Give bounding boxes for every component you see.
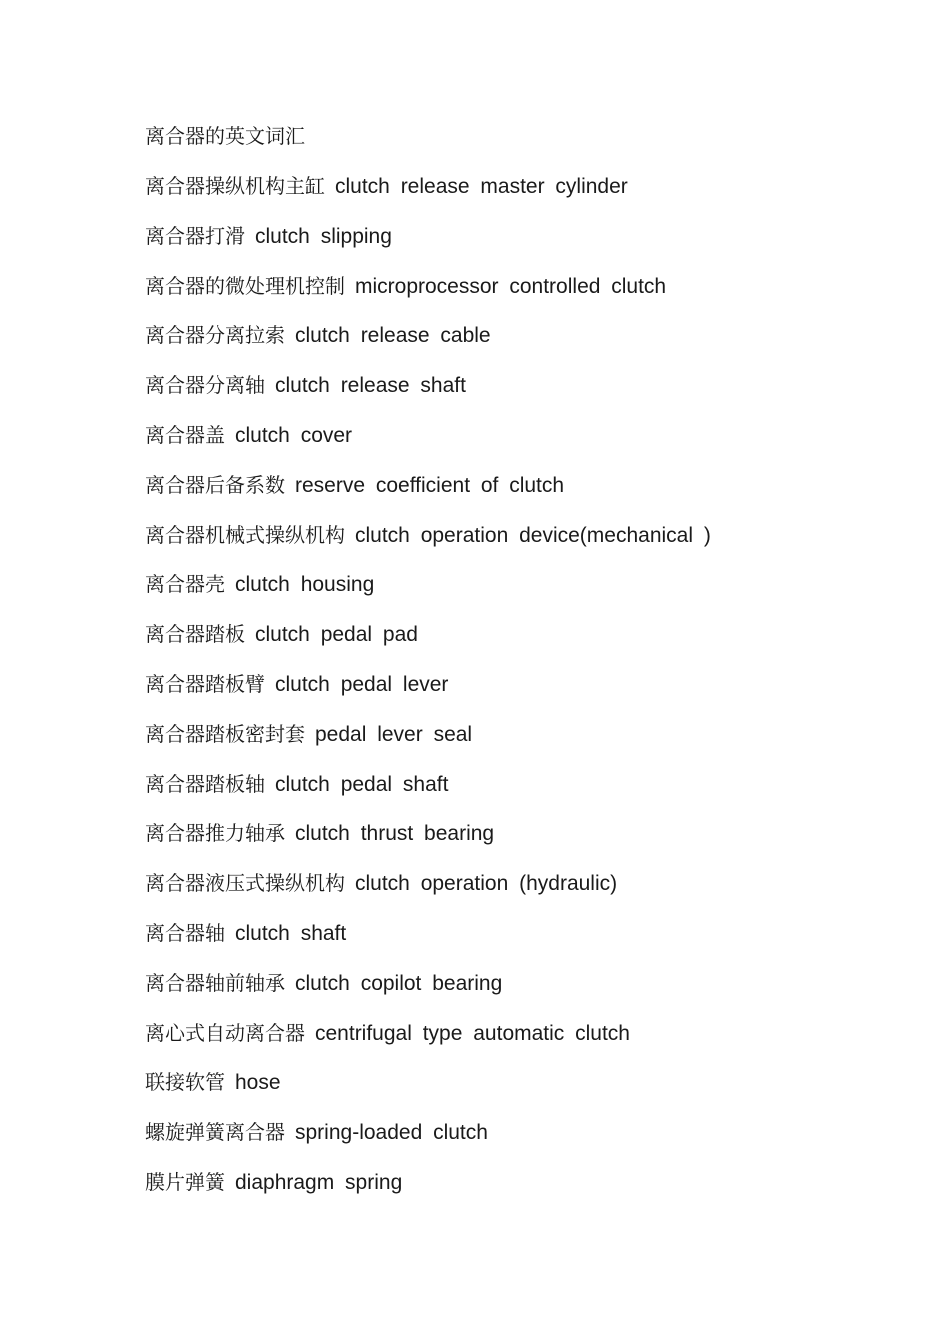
term-english: hose <box>235 1071 281 1095</box>
term-chinese: 离合器机械式操纵机构 <box>145 522 345 547</box>
term-row <box>145 421 711 471</box>
term-chinese: 离合器后备系数 <box>145 472 285 497</box>
term-english: clutch pedal lever <box>275 672 449 696</box>
term-english: clutch operation (hydraulic) <box>355 872 618 896</box>
term-chinese: 离合器液压式操纵机构 <box>145 871 345 896</box>
term-row <box>145 172 711 222</box>
term-english: clutch slipping <box>255 224 392 248</box>
term-row <box>145 969 711 1019</box>
term-english: clutch release cable <box>295 324 491 348</box>
document-title: 离合器的英文词汇 <box>145 124 305 148</box>
term-english: clutch operation device(mechanical ) <box>355 523 711 547</box>
term-row <box>145 670 711 720</box>
term-english: centrifugal type automatic clutch <box>315 1021 630 1045</box>
term-english: clutch release shaft <box>275 374 466 398</box>
term-english: pedal lever seal <box>315 722 473 746</box>
term-row <box>145 371 711 421</box>
term-row <box>145 620 711 670</box>
term-english: reserve coefficient of clutch <box>295 473 565 497</box>
term-english: spring-loaded clutch <box>295 1121 488 1145</box>
term-row <box>145 1168 711 1218</box>
term-chinese: 离合器分离轴 <box>145 373 265 398</box>
term-row <box>145 521 711 571</box>
term-chinese: 离合器推力轴承 <box>145 821 285 846</box>
term-chinese: 离合器踏板 <box>145 622 245 647</box>
term-chinese: 离合器操纵机构主缸 <box>145 174 325 198</box>
term-chinese: 膜片弹簧 <box>145 1169 225 1194</box>
term-english: clutch pedal pad <box>255 623 418 647</box>
term-row <box>145 919 711 969</box>
term-row <box>145 272 711 322</box>
term-row <box>145 1118 711 1168</box>
term-chinese: 离合器壳 <box>145 572 225 597</box>
term-chinese: 离合器轴 <box>145 920 225 945</box>
term-english: clutch release master cylinder <box>335 175 628 198</box>
term-row <box>145 770 711 820</box>
term-chinese: 离合器打滑 <box>145 223 245 248</box>
term-chinese: 离合器分离拉索 <box>145 323 285 348</box>
term-chinese: 螺旋弹簧离合器 <box>145 1120 285 1145</box>
term-row <box>145 1019 711 1069</box>
term-row <box>145 570 711 620</box>
term-chinese: 离合器踏板轴 <box>145 771 265 796</box>
term-english: clutch shaft <box>235 921 347 945</box>
term-row <box>145 222 711 272</box>
term-chinese: 联接软管 <box>145 1070 225 1095</box>
term-row <box>145 471 711 521</box>
term-chinese: 离合器踏板密封套 <box>145 721 305 746</box>
term-row <box>145 1068 711 1118</box>
term-english: diaphragm spring <box>235 1170 403 1194</box>
term-chinese: 离合器轴前轴承 <box>145 970 285 995</box>
term-english: clutch cover <box>235 423 353 447</box>
term-english: microprocessor controlled clutch <box>355 274 667 298</box>
term-english: clutch thrust bearing <box>295 822 495 846</box>
term-row <box>145 869 711 919</box>
term-english: clutch housing <box>235 573 375 597</box>
term-chinese: 离心式自动离合器 <box>145 1020 305 1045</box>
term-list <box>145 172 711 1218</box>
term-chinese: 离合器踏板臂 <box>145 671 265 696</box>
term-row <box>145 321 711 371</box>
term-chinese: 离合器的微处理机控制 <box>145 273 345 298</box>
term-row <box>145 819 711 869</box>
term-row <box>145 720 711 770</box>
term-english: clutch pedal shaft <box>275 772 449 796</box>
term-chinese: 离合器盖 <box>145 422 225 447</box>
term-english: clutch copilot bearing <box>295 971 503 995</box>
